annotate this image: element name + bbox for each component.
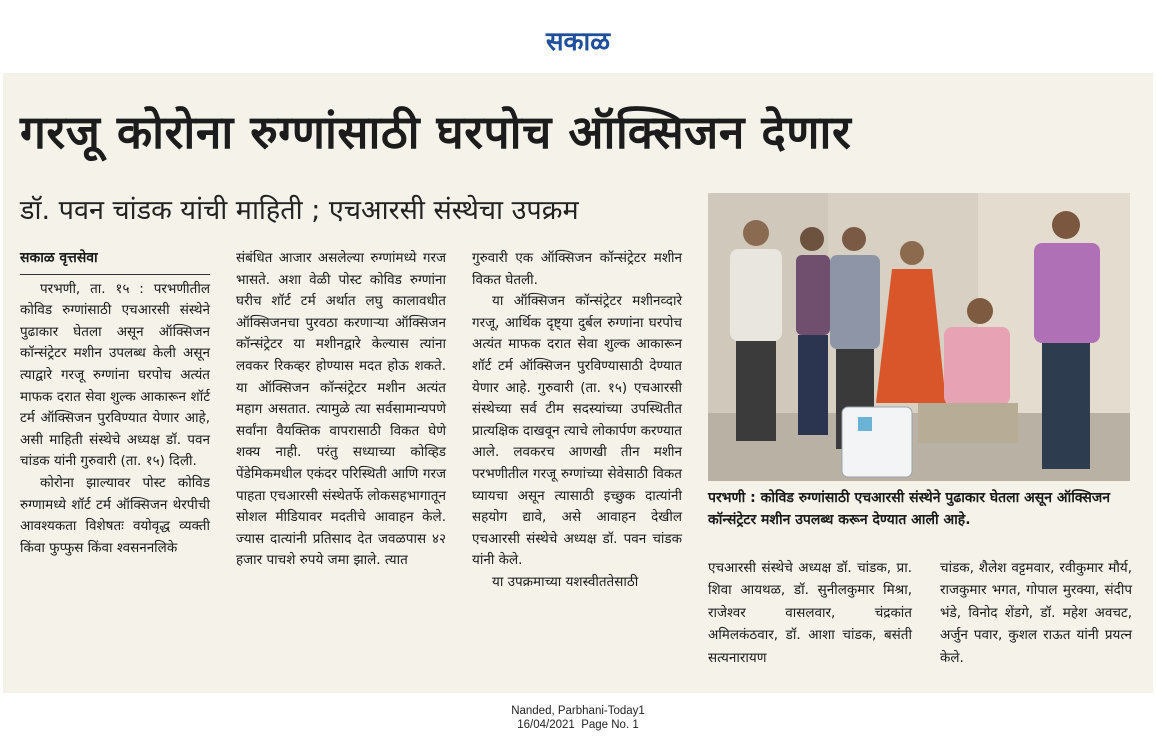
- masthead-logo: सकाळ: [545, 27, 611, 57]
- photo-caption: परभणी : कोविड रुग्णांसाठी एचआरसी संस्थेने पुढाकार घेतला असून ऑक्सिजन कॉन्संट्रेटर मशीन उपलब्ध करून देण्यात आली आहे.: [708, 490, 1110, 528]
- column-5: [940, 557, 1132, 669]
- paragraph: या ऑक्सिजन कॉन्संट्रेटर मशीनव्दारे गरजू, आर्थिक दृष्ट्या दुर्बल रुग्णांना घरपोच अत्यंत माफक दरात सेवा शुल्क आकारून शॉर्ट टर्म ऑक्सिजन पुरविण्यासाठी देण्यात येणार आहे. गुरुवारी (ता. १५) एचआरसी संस्थेच्या सर्व टीम सदस्यांच्या उपस्थितीत प्रात्यक्षिक दाखवून त्याचे लोकार्पण करण्यात आले. लवकरच आणखी तीन मशीन परभणीतील गरजू रुग्णांच्या सेवेसाठी विकत घ्यायचा असून त्यासाठी इच्छुक दात्यांनी सहयोग द्यावे, असे आवाहन देखील एचआरसी संस्थेचे अध्यक्ष डॉ. पवन चांडक यांनी केले.: [472, 293, 682, 569]
- byline: सकाळ वृत्तसेवा: [20, 248, 210, 275]
- paragraph: गुरुवारी एक ऑक्सिजन कॉन्संट्रेटर मशीन विकत घेतली.: [472, 250, 682, 288]
- page-footer: [0, 704, 1156, 732]
- paragraph: चांडक, शैलेश वट्टमवार, रवीकुमार मौर्य, राजकुमार भगत, गोपाल मुरक्या, संदीप भंडे, विनोद शेंडगे, डॉ. महेश अवचट, अर्जुन पवार, कुशल राऊत यांनी प्रयत्न केले.: [940, 560, 1132, 666]
- paragraph: कोरोना झाल्यावर पोस्ट कोविड रुग्णामध्ये शॉर्ट टर्म ऑक्सिजन थेरपीची आवश्यकता विशेषतः वयोवृद्ध व्यक्ती किंवा फुप्फुस किंवा श्वसननलिके: [20, 474, 210, 556]
- column-1: [20, 248, 210, 559]
- subheadline: डॉ. पवन चांडक यांची माहिती ; एचआरसी संस्थेचा उपक्रम: [20, 195, 579, 226]
- column-4: [708, 557, 912, 669]
- group-photo-illustration: [708, 193, 1130, 481]
- headline: गरजू कोरोना रुग्णांसाठी घरपोच ऑक्सिजन देणार: [20, 105, 852, 159]
- paragraph: परभणी, ता. १५ : परभणीतील कोविड रुग्णांसाठी एचआरसी संस्थेने पुढाकार घेतला असून ऑक्सिजन कॉन्संट्रेटर मशीन उपलब्ध केली असून त्याद्वारे गरजू रुग्णांना घरपोच अत्यंत माफक दरात सेवा शुल्क आकारून शॉर्ट टर्म ऑक्सिजन पुरविण्यात येणार आहे, असी माहिती संस्थेचे अध्यक्ष डॉ. पवन चांडक यांनी गुरुवारी (ता. १५) दिली.: [20, 280, 210, 470]
- paragraph: संबंधित आजार असलेल्या रुग्णांमध्ये गरज भासते. अशा वेळी पोस्ट कोविड रुग्णांना घरीच शॉर्ट टर्म अर्थात लघु कालावधीत ऑक्सिजनचा पुरवठा करणाऱ्या ऑक्सिजन कॉन्संट्रेटर या मशीनद्वारे केल्यास त्यांना लवकर रिकव्हर होण्यास मदत होऊ शकते. या ऑक्सिजन कॉन्संट्रेटर मशीन अत्यंत महाग असतात. त्यामुळे त्या सर्वसामान्यपणे सर्वांना वैयक्तिक वापरासाठी विकत घेणे शक्य नाही. परंतु सध्याच्या कोव्हिड पेंडेमिकमधील एकंदर परिस्थिती आणि गरज पाहता एचआरसी संस्थेतर्फे लोकसहभागातून सोशल मीडियावर मदतीचे आवाहन केले. ज्यास दात्यांनी प्रतिसाद देत जवळपास ४२ हजार पाचशे रुपये जमा झाले. त्यात: [236, 250, 446, 569]
- date-page-label: 16/04/2021 Page No. 1: [517, 719, 639, 731]
- paragraph: या उपक्रमाच्या यशस्वीततेसाठी: [492, 573, 639, 590]
- column-3: [472, 248, 682, 594]
- edition-label: Nanded, Parbhani-Today1: [511, 705, 645, 717]
- paragraph: एचआरसी संस्थेचे अध्यक्ष डॉ. चांडक, प्रा. शिवा आयथळ, डॉ. सुनीलकुमार मिश्रा, राजेश्वर वासलवार, चंद्रकांत अमिलकंठवार, डॉ. आशा चांडक, बसंती सत्यनारायण: [708, 560, 912, 666]
- column-2: [236, 248, 446, 572]
- news-photo: [708, 193, 1130, 481]
